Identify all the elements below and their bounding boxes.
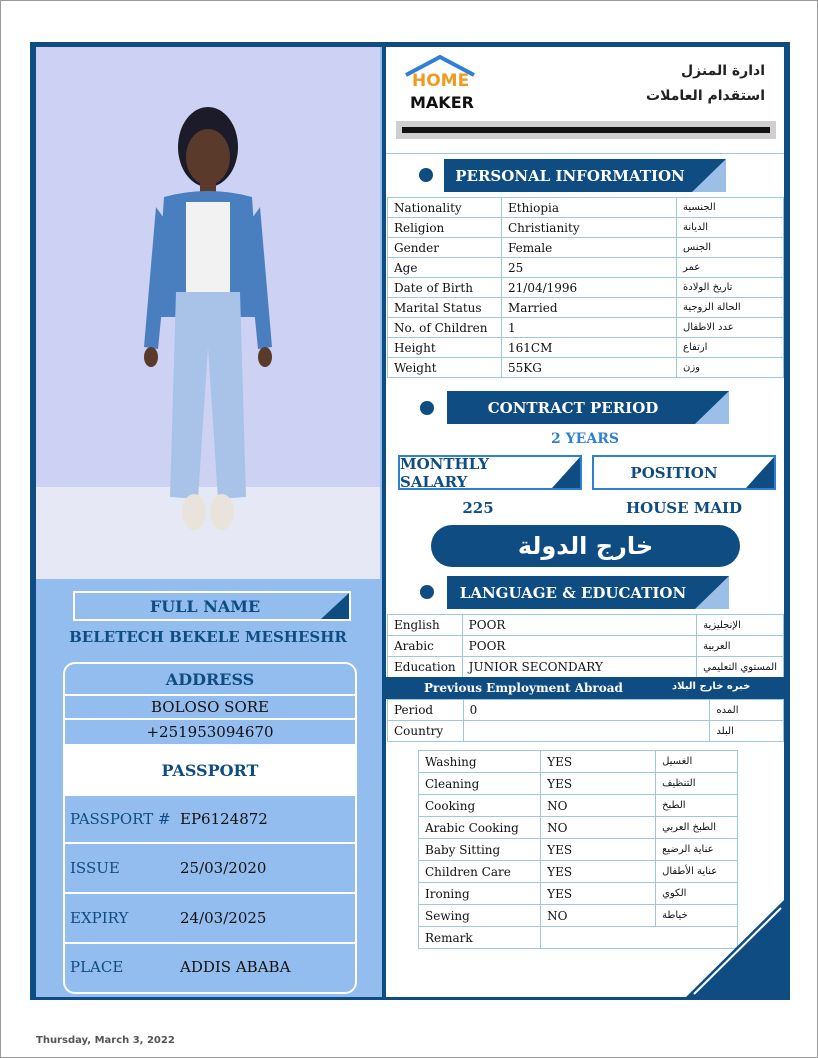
row-value: Female [502,238,677,258]
logo-home-text: HOME [412,71,470,91]
table-row [388,258,784,278]
row-label: Cooking [419,795,541,817]
row-label-ar: العربية [697,636,784,657]
row-label: Weight [388,358,502,378]
personal-info-table [387,197,784,378]
corner-triangle-icon [695,576,729,609]
row-label-ar: الجنس [677,238,784,258]
row-label: Washing [419,751,541,773]
company-logo [400,55,480,117]
row-value: JUNIOR SECONDARY [462,657,697,678]
row-label: Ironing [419,883,541,905]
table-row [388,318,784,338]
row-value: YES [541,773,656,795]
row-label-ar: وزن [677,358,784,378]
row-label: No. of Children [388,318,502,338]
row-label: Religion [388,218,502,238]
row-value: YES [541,751,656,773]
contract-period-value: 2 YEARS [551,431,619,447]
table-row [388,198,784,218]
section-bullet-icon [420,585,434,599]
full-name-label: FULL NAME [149,596,261,616]
row-value: 161CM [502,338,677,358]
row-label-ar: خياطة [656,905,737,927]
row-label: Children Care [419,861,541,883]
personal-information-header [444,159,726,192]
row-label: Nationality [388,198,502,218]
passport-place-row [65,942,355,990]
address-value: BOLOSO SORE [65,696,355,720]
contract-period-title: CONTRACT PERIOD [487,398,659,417]
previous-employment-title-ar: خبره خارج البلاد [672,681,751,692]
language-education-title: LANGUAGE & EDUCATION [459,583,687,602]
table-row [388,721,784,742]
row-value: 1 [502,318,677,338]
row-value: NO [541,905,656,927]
passport-number-value: EP6124872 [180,810,268,828]
row-label: Baby Sitting [419,839,541,861]
full-name-header [73,591,351,621]
address-label: ADDRESS [65,664,355,696]
row-label: Sewing [419,905,541,927]
table-row [388,218,784,238]
section-bullet-icon [419,168,433,182]
row-label: Arabic [388,636,463,657]
row-label: Date of Birth [388,278,502,298]
table-row [419,795,750,817]
row-label-ar: عدد الاطفال [677,318,784,338]
table-row [388,278,784,298]
passport-title: PASSPORT [65,746,355,794]
passport-place-value: ADDIS ABABA [180,958,291,976]
row-label: Marital Status [388,298,502,318]
row-label-ar: تاريخ الولادة [677,278,784,298]
row-label-ar: الطبخ [656,795,737,817]
row-label-ar: الإنجليزية [697,615,784,636]
language-education-header [447,576,729,609]
country-value [463,721,710,742]
corner-triangle-icon [746,457,774,488]
monthly-salary-value: 225 [462,499,494,517]
footer-date: Thursday, March 3, 2022 [36,1035,175,1046]
abroad-banner: خارج الدولة [431,525,740,567]
row-value: NO [541,817,656,839]
table-row [388,636,784,657]
corner-triangle-icon [695,391,729,424]
passport-issue-row [65,842,355,892]
passport-expiry-row [65,892,355,942]
period-label-ar: المده [710,700,784,721]
row-label: Height [388,338,502,358]
header-rule [396,121,776,139]
corner-triangle-icon [321,593,349,619]
phone-value: +251953094670 [65,720,355,746]
previous-employment-header [386,677,784,699]
row-label: Education [388,657,463,678]
corner-triangle-icon [692,159,726,192]
row-label-ar: عناية الرضيع [656,839,737,861]
table-row [419,751,750,773]
row-value: YES [541,839,656,861]
row-value: 55KG [502,358,677,378]
passport-issue-label: ISSUE [70,859,120,877]
row-label-ar: عناية الأطفال [656,861,737,883]
row-value: POOR [462,636,697,657]
table-row [388,657,784,678]
corner-decoration-icon [686,900,784,997]
passport-issue-value: 25/03/2020 [180,859,267,877]
corner-triangle-icon [552,457,580,488]
address-passport-box [63,662,357,994]
personal-information-title: PERSONAL INFORMATION [455,166,685,185]
row-value: 25 [502,258,677,278]
row-label: English [388,615,463,636]
row-label: Gender [388,238,502,258]
country-label: Country [388,721,464,742]
passport-expiry-label: EXPIRY [70,909,129,927]
table-row [388,700,784,721]
row-label-ar: الحالة الزوجية [677,298,784,318]
logo-maker-text: MAKER [410,93,474,112]
table-row [419,817,750,839]
row-value: POOR [462,615,697,636]
row-label-ar: التنظيف [656,773,737,795]
row-value: Christianity [502,218,677,238]
candidate-photo [36,47,380,579]
table-row [419,861,750,883]
period-value: 0 [463,700,710,721]
remark-label: Remark [419,927,541,949]
header-underline [386,153,784,154]
table-row [388,238,784,258]
row-value: YES [541,883,656,905]
period-label: Period [388,700,464,721]
monthly-salary-label: MONTHLY SALARY [400,454,490,491]
passport-expiry-value: 24/03/2025 [180,909,267,927]
full-name-value: BELETECH BEKELE MESHESHR [69,628,347,646]
language-table [387,614,784,678]
row-value: Ethiopia [502,198,677,218]
row-label-ar: عمر [677,258,784,278]
country-label-ar: البلد [710,721,784,742]
row-label: Cleaning [419,773,541,795]
monthly-salary-box [398,455,582,490]
position-box [592,455,776,490]
row-value: YES [541,861,656,883]
row-label-ar: الكوي [656,883,737,905]
employment-table [387,699,784,742]
table-row [388,338,784,358]
table-row [388,358,784,378]
row-label-ar: الجنسية [677,198,784,218]
table-row [419,773,750,795]
row-label-ar: المستوي التعليمي [697,657,784,678]
row-label-ar: الطبخ العربي [656,817,737,839]
row-label-ar: الديانة [677,218,784,238]
arabic-company-line2: استقدام العاملات [646,88,765,104]
row-value: 21/04/1996 [502,278,677,298]
table-row [419,839,750,861]
position-label: POSITION [630,463,718,482]
row-value: NO [541,795,656,817]
row-value: Married [502,298,677,318]
previous-employment-title: Previous Employment Abroad [424,681,623,695]
row-label-ar: الغسيل [656,751,737,773]
table-row [388,298,784,318]
row-label: Age [388,258,502,278]
row-label-ar: ارتفاع [677,338,784,358]
passport-place-label: PLACE [70,958,124,976]
table-row [388,615,784,636]
passport-number-label: PASSPORT # [70,810,171,828]
row-label: Arabic Cooking [419,817,541,839]
arabic-company-line1: ادارة المنزل [681,63,765,79]
passport-number-row [65,794,355,842]
section-bullet-icon [420,401,434,415]
contract-period-header [447,391,729,424]
position-value: HOUSE MAID [625,499,743,517]
